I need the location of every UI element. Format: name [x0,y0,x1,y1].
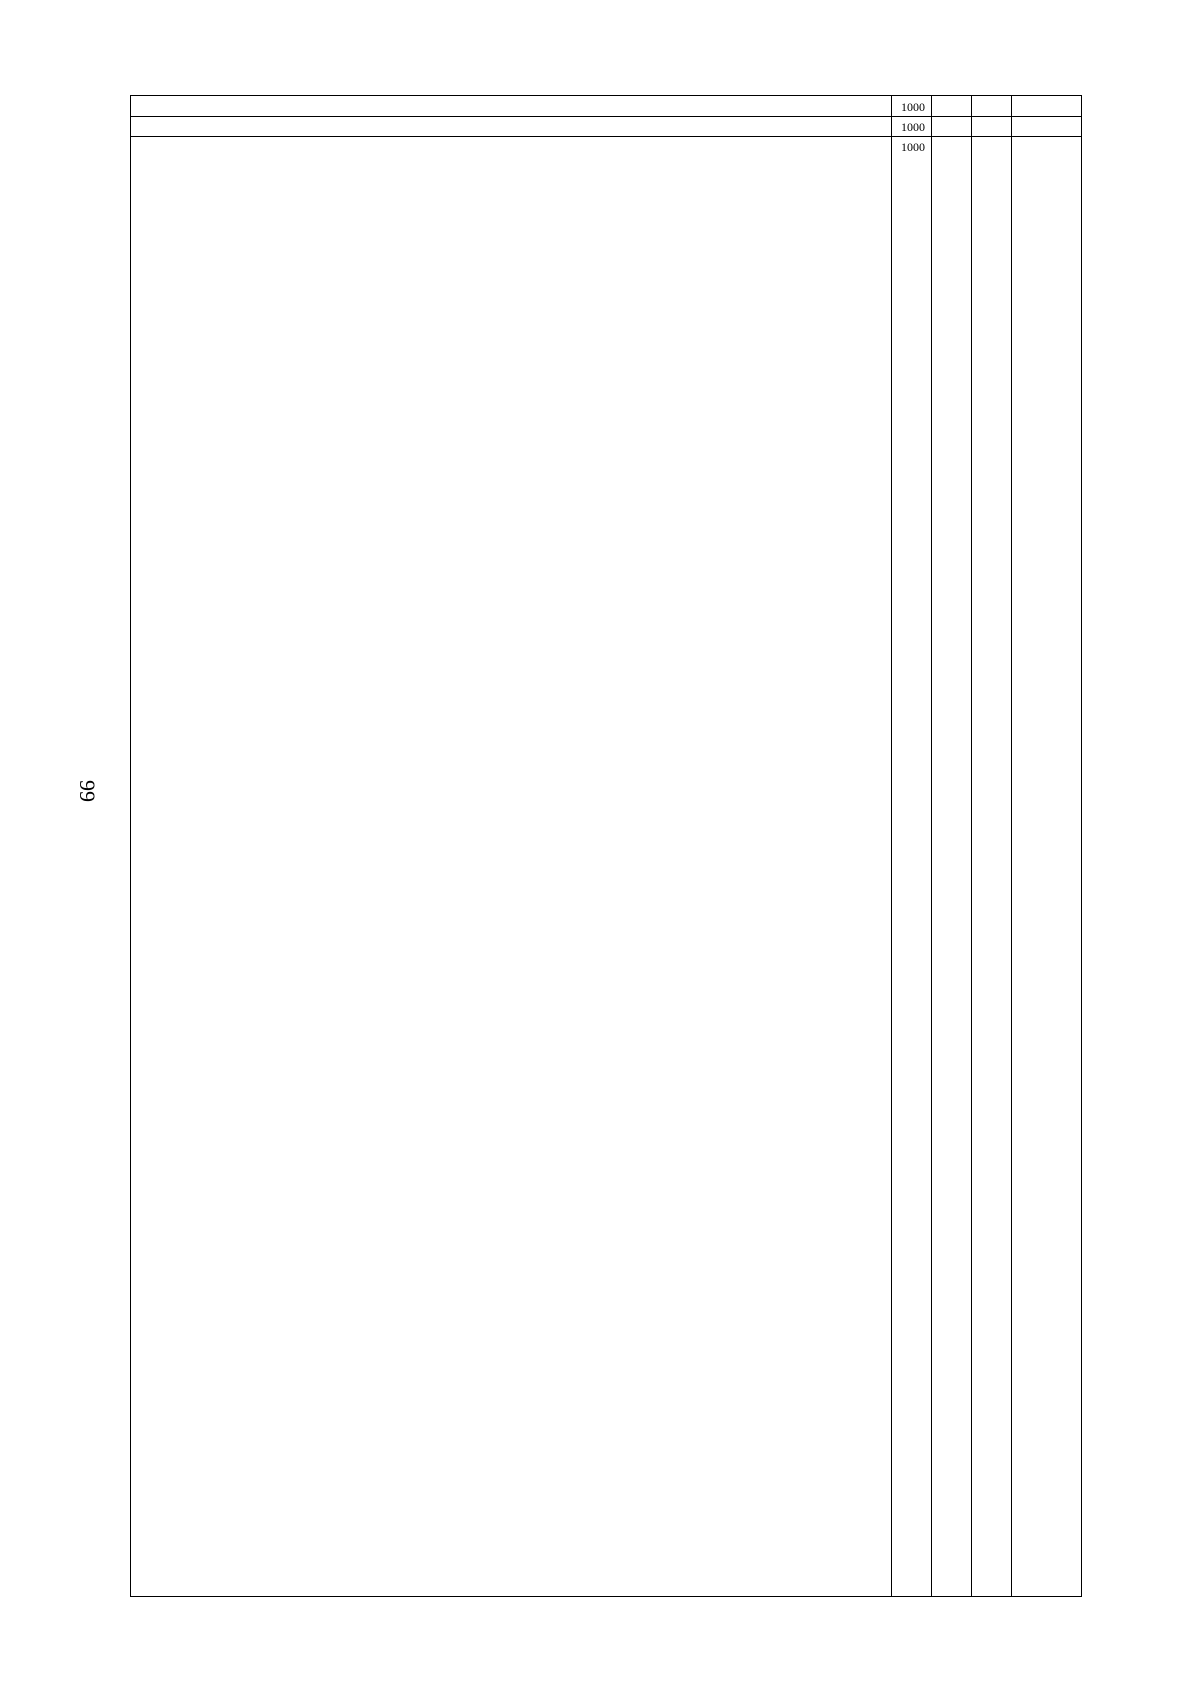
column-divider [1011,96,1012,1596]
column-divider [931,96,932,1596]
table-cell: 1000 [901,100,925,114]
row-divider [131,136,1081,137]
row-divider [131,116,1081,117]
table-cell: 1000 [901,140,925,154]
table-cell: 1000 [901,120,925,134]
budget-table [130,95,1082,1597]
column-divider [891,96,892,1596]
column-divider [971,96,972,1596]
page-number: 99 [75,780,100,802]
